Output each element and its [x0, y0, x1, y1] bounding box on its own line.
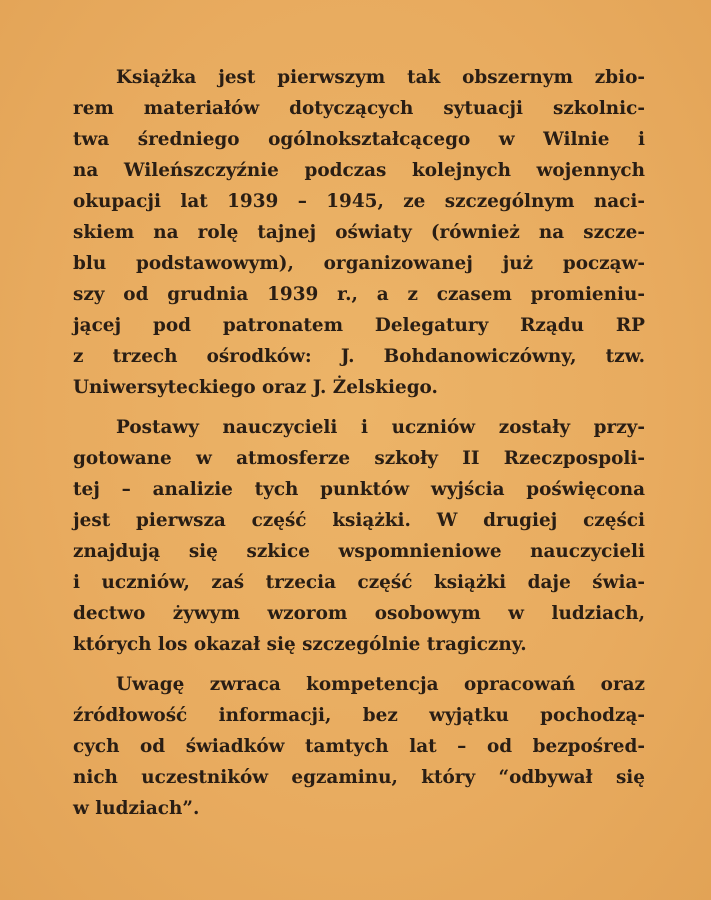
- text-line: blu podstawowym), organizowanej już począw-: [73, 253, 645, 274]
- paragraph-gap: [73, 403, 645, 412]
- text-line: gotowane w atmosferze szkoły II Rzeczpospoli-: [73, 448, 645, 469]
- text-line: znajdują się szkice wspomnieniowe nauczycieli: [73, 541, 645, 562]
- text-line: rem materiałów dotyczących sytuacji szkolnic-: [73, 98, 645, 119]
- text-line: cych od świadków tamtych lat – od bezpośred-: [73, 736, 645, 757]
- text-line: Książka jest pierwszym tak obszernym zbio-: [116, 67, 645, 88]
- paragraph-3: [73, 669, 645, 824]
- text-line: jest pierwsza część książki. W drugiej części: [73, 510, 645, 531]
- text-line: dectwo żywym wzorom osobowym w ludziach,: [73, 603, 645, 624]
- text-line: jącej pod patronatem Delegatury Rządu RP: [73, 315, 645, 336]
- text-line: szy od grudnia 1939 r., a z czasem promieniu-: [73, 284, 645, 305]
- text-line: Uwagę zwraca kompetencja opracowań oraz: [116, 674, 645, 695]
- text-line: i uczniów, zaś trzecia część książki daje świa-: [73, 572, 645, 593]
- text-line: okupacji lat 1939 – 1945, ze szczególnym naci-: [73, 191, 645, 212]
- text-line: tej – analizie tych punktów wyjścia poświęcona: [73, 479, 645, 500]
- text-line: w ludziach”.: [73, 798, 200, 819]
- blurb-text: [73, 62, 645, 824]
- text-line: Postawy nauczycieli i uczniów zostały przy-: [116, 417, 645, 438]
- text-line: których los okazał się szczególnie tragiczny.: [73, 634, 527, 655]
- text-line: nich uczestników egzaminu, który “odbywał się: [73, 767, 645, 788]
- text-line: twa średniego ogólnokształcącego w Wilnie i: [73, 129, 645, 150]
- text-line: na Wileńszczyźnie podczas kolejnych wojennych: [73, 160, 645, 181]
- paragraph-gap: [73, 660, 645, 669]
- paragraph-1: [73, 62, 645, 403]
- text-line: źródłowość informacji, bez wyjątku pochodzą-: [73, 705, 645, 726]
- text-line: skiem na rolę tajnej oświaty (również na szcze-: [73, 222, 645, 243]
- paragraph-2: [73, 412, 645, 660]
- text-line: z trzech ośrodków: J. Bohdanowiczówny, tzw.: [73, 346, 645, 367]
- text-line: Uniwersyteckiego oraz J. Żelskiego.: [73, 377, 438, 398]
